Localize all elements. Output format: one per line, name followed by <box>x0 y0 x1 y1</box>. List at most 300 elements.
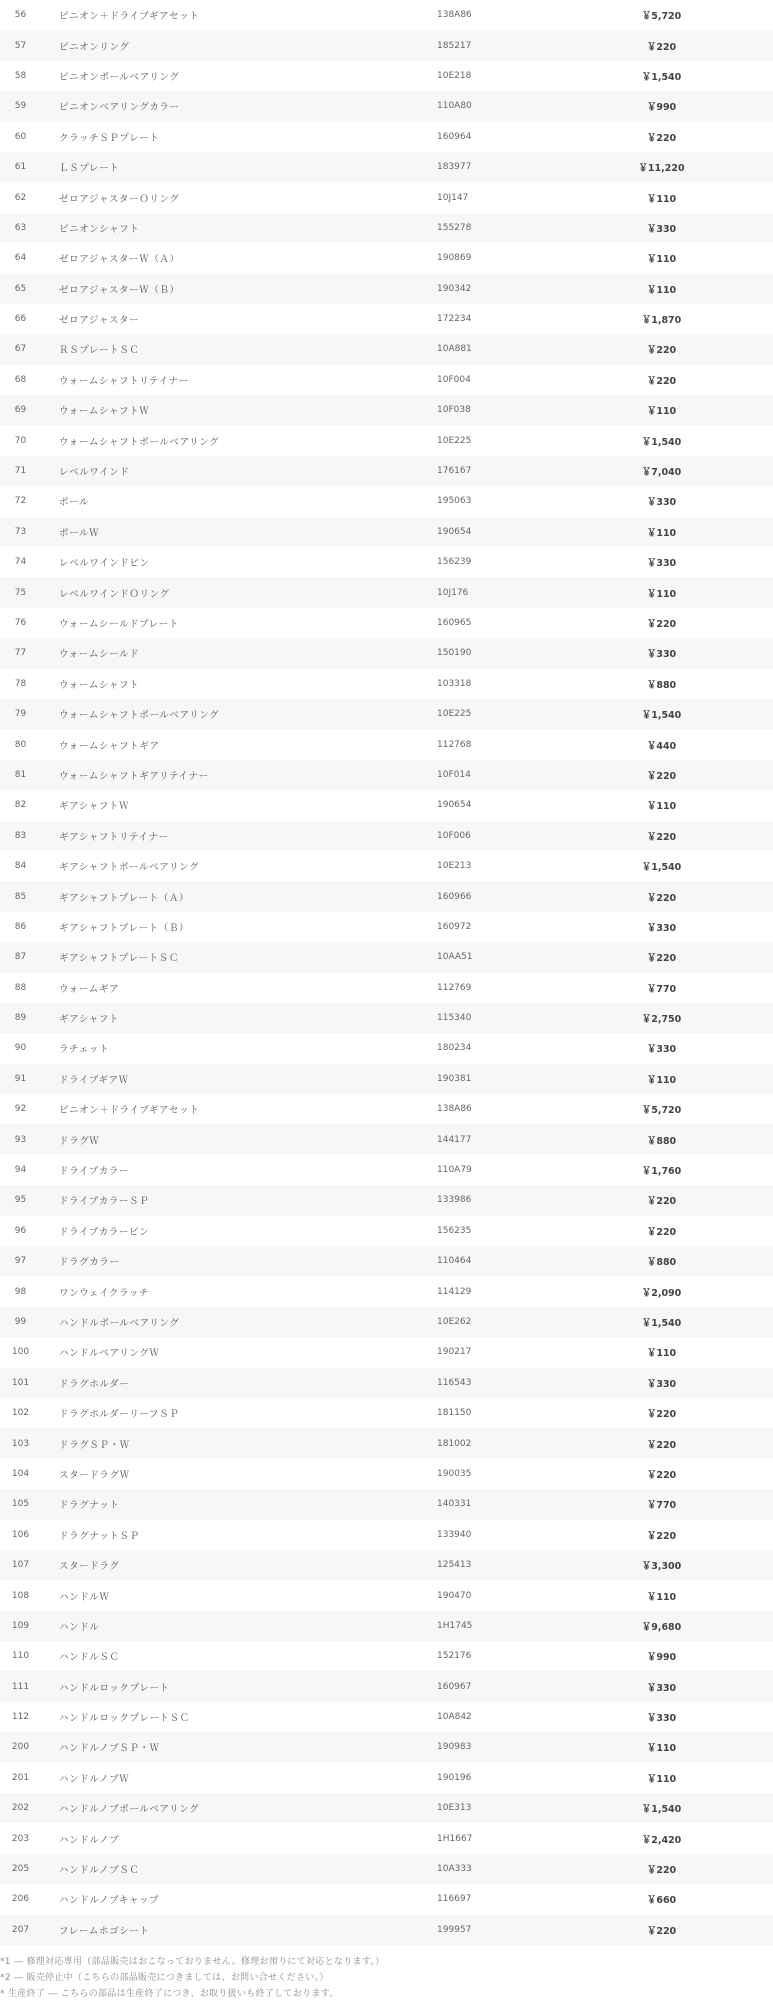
part-name: ドラグナット <box>59 1500 120 1512</box>
part-price: ￥220 <box>646 1865 677 1877</box>
part-code: 181002 <box>437 1438 472 1449</box>
part-code: 160965 <box>437 618 472 628</box>
table-row <box>0 760 773 790</box>
part-code: 110A79 <box>437 1165 472 1176</box>
part-number: 62 <box>14 192 27 203</box>
part-code: 10E262 <box>437 1316 472 1327</box>
table-row <box>0 912 773 942</box>
table-row <box>0 638 773 668</box>
part-code: 10A333 <box>437 1864 472 1875</box>
part-price: ￥990 <box>646 1652 677 1664</box>
part-number: 105 <box>11 1499 30 1510</box>
part-number: 78 <box>14 678 27 689</box>
part-price: ￥220 <box>646 770 677 782</box>
part-price: ￥880 <box>646 1257 677 1269</box>
part-price: ￥220 <box>646 1226 677 1238</box>
part-name: ウォームシャフト <box>59 679 140 691</box>
part-name: ハンドルノブボールベアリング <box>59 1804 200 1816</box>
table-row <box>0 456 773 486</box>
part-number: 72 <box>14 496 27 507</box>
table-row <box>0 122 773 152</box>
table-row <box>0 1216 773 1246</box>
part-code: 116543 <box>437 1377 472 1388</box>
part-code: 155278 <box>437 222 472 233</box>
part-code: 190217 <box>437 1347 472 1358</box>
part-number: 108 <box>11 1590 30 1601</box>
table-row <box>0 1307 773 1337</box>
table-row <box>0 0 773 30</box>
part-number: 102 <box>11 1408 30 1419</box>
part-name: レベルワインドＯリング <box>59 588 170 600</box>
part-price: ￥220 <box>646 1409 677 1421</box>
table-row <box>0 274 773 304</box>
part-name: ゼロアジャスターＷ（Ａ） <box>59 254 180 266</box>
part-code: 181150 <box>437 1408 472 1419</box>
part-code: 10E213 <box>437 861 472 872</box>
part-number: 100 <box>11 1347 30 1358</box>
part-code: 10E225 <box>437 709 472 720</box>
footnote-repair-only: *1 ― 修理対応専用（部品販売はおこなっておりません。修理お預りにて対応となります。） <box>0 1957 385 1967</box>
table-row <box>0 1550 773 1580</box>
part-code: 183977 <box>437 162 472 173</box>
part-price: ￥11,220 <box>638 163 685 175</box>
part-code: 10E225 <box>437 435 472 446</box>
part-code: 160964 <box>437 131 472 142</box>
part-number: 95 <box>14 1195 27 1206</box>
part-name: ピニオン＋ドライブギアセット <box>59 1105 200 1117</box>
part-number: 109 <box>11 1620 30 1631</box>
part-name: ピニオン＋ドライブギアセット <box>59 11 200 23</box>
part-code: 176167 <box>437 466 472 477</box>
part-number: 59 <box>14 101 27 112</box>
table-row <box>0 1823 773 1853</box>
part-price: ￥5,720 <box>641 1105 682 1117</box>
part-code: 1H1667 <box>437 1833 473 1844</box>
part-number: 63 <box>14 222 27 233</box>
part-number: 89 <box>14 1013 27 1024</box>
table-row <box>0 1641 773 1671</box>
part-number: 69 <box>14 405 27 416</box>
part-code: 1H1745 <box>437 1620 473 1631</box>
part-number: 203 <box>11 1833 30 1844</box>
part-number: 85 <box>14 891 27 902</box>
part-price: ￥880 <box>646 1135 677 1147</box>
table-row <box>0 182 773 212</box>
part-code: 10F014 <box>437 769 471 780</box>
table-row <box>0 425 773 455</box>
part-number: 83 <box>14 830 27 841</box>
part-name: ピニオンシャフト <box>59 223 140 235</box>
part-code: 190654 <box>437 526 472 537</box>
table-row <box>0 1276 773 1306</box>
part-number: 94 <box>14 1165 27 1176</box>
part-code: 185217 <box>437 40 472 51</box>
part-name: ウォームシールドプレート <box>59 619 179 630</box>
part-number: 206 <box>11 1894 30 1905</box>
part-name: ウォームシャフトリテイナー <box>59 375 189 387</box>
part-price: ￥220 <box>646 619 677 630</box>
part-number: 84 <box>14 861 27 872</box>
part-price: ￥110 <box>646 1348 677 1360</box>
part-number: 58 <box>14 70 27 81</box>
part-name: スタードラグ <box>59 1561 120 1573</box>
part-number: 99 <box>14 1316 27 1327</box>
table-row <box>0 243 773 273</box>
part-code: 133986 <box>437 1195 472 1206</box>
part-code: 10F006 <box>437 830 471 841</box>
part-code: 160966 <box>437 891 472 902</box>
part-price: ￥9,680 <box>641 1621 682 1633</box>
part-price: ￥770 <box>646 1500 677 1512</box>
part-price: ￥220 <box>646 1439 677 1451</box>
part-name: ドラグナットＳＰ <box>59 1530 140 1542</box>
part-code: 140331 <box>437 1499 472 1510</box>
part-code: 115340 <box>437 1013 472 1024</box>
part-name: ウォームシャフトボールベアリング <box>59 710 220 722</box>
table-row <box>0 1428 773 1458</box>
part-number: 97 <box>14 1256 27 1267</box>
part-number: 92 <box>14 1104 27 1115</box>
part-price: ￥1,540 <box>641 1317 682 1329</box>
part-price: ￥330 <box>646 1378 677 1390</box>
part-code: 150190 <box>437 648 472 659</box>
part-name: ギアシャフトプレート（Ｂ） <box>59 922 190 934</box>
part-price: ￥3,300 <box>641 1561 682 1573</box>
part-number: 104 <box>11 1468 30 1479</box>
part-price: ￥220 <box>646 831 677 843</box>
part-price: ￥220 <box>646 1530 677 1542</box>
table-row <box>0 577 773 607</box>
part-price: ￥770 <box>646 983 677 995</box>
part-price: ￥110 <box>646 1743 677 1755</box>
part-number: 73 <box>14 526 27 537</box>
part-number: 82 <box>14 800 27 811</box>
table-row <box>0 30 773 60</box>
part-number: 107 <box>11 1560 30 1571</box>
part-code: 190983 <box>437 1742 472 1753</box>
table-row <box>0 1124 773 1154</box>
part-number: 87 <box>14 952 27 963</box>
part-price: ￥110 <box>646 588 677 600</box>
table-row <box>0 1763 773 1793</box>
part-number: 201 <box>11 1772 30 1783</box>
part-number: 60 <box>14 131 27 142</box>
table-row <box>0 942 773 972</box>
part-code: 152176 <box>437 1651 472 1662</box>
table-row <box>0 213 773 243</box>
part-name: ドライブギアＷ <box>59 1074 129 1086</box>
part-code: 10J176 <box>437 587 469 598</box>
part-name: ピニオンボールベアリング <box>59 71 180 83</box>
table-row <box>0 61 773 91</box>
part-name: ハンドルノブＷ <box>59 1773 130 1785</box>
part-price: ￥220 <box>646 1469 677 1481</box>
part-number: 110 <box>11 1651 30 1662</box>
part-number: 81 <box>14 769 27 780</box>
table-row <box>0 608 773 638</box>
table-row <box>0 91 773 121</box>
table-row <box>0 973 773 1003</box>
table-row <box>0 1611 773 1641</box>
part-name: ウォームシャフトギア <box>59 740 160 752</box>
part-name: レベルワインド <box>59 467 130 479</box>
part-code: 160972 <box>437 921 472 932</box>
part-number: 93 <box>14 1134 27 1145</box>
part-number: 202 <box>11 1803 30 1814</box>
table-row <box>0 517 773 547</box>
table-row <box>0 790 773 820</box>
part-number: 70 <box>14 435 27 446</box>
part-number: 67 <box>14 344 27 355</box>
part-price: ￥220 <box>646 345 677 357</box>
part-name: ハンドルロックプレートＳＣ <box>59 1713 190 1725</box>
part-name: ポールＷ <box>59 527 100 539</box>
table-row <box>0 486 773 516</box>
table-row <box>0 1915 773 1945</box>
part-code: 172234 <box>437 314 472 325</box>
part-name: ウォームシャフトＷ <box>59 406 150 418</box>
part-code: 112768 <box>437 739 472 750</box>
part-name: ハンドル <box>59 1621 100 1633</box>
part-number: 65 <box>14 283 27 294</box>
part-price: ￥110 <box>646 254 677 266</box>
part-number: 200 <box>11 1742 30 1753</box>
part-name: ドライブカラーＳＰ <box>59 1196 150 1208</box>
part-name: ウォームシャフトギアリテイナー <box>59 770 209 782</box>
part-price: ￥330 <box>646 558 677 570</box>
part-name: ギアシャフト <box>59 1014 120 1026</box>
part-price: ￥220 <box>646 953 677 965</box>
part-price: ￥330 <box>646 1713 677 1725</box>
table-row <box>0 304 773 334</box>
part-price: ￥7,040 <box>641 467 682 479</box>
table-row <box>0 1732 773 1762</box>
part-number: 86 <box>14 921 27 932</box>
part-code: 10A881 <box>437 344 472 355</box>
part-number: 80 <box>14 739 27 750</box>
part-code: 180234 <box>437 1043 472 1054</box>
part-number: 96 <box>14 1225 27 1236</box>
part-number: 57 <box>14 40 27 51</box>
part-code: 190654 <box>437 800 472 811</box>
part-number: 56 <box>14 10 27 21</box>
part-name: スタードラグＷ <box>59 1469 130 1481</box>
part-name: ドラグホルダーリーフＳＰ <box>59 1409 180 1421</box>
table-row <box>0 1854 773 1884</box>
part-name: ハンドルロックプレート <box>59 1682 170 1694</box>
part-name: ドライブカラーピン <box>59 1226 150 1238</box>
part-number: 98 <box>14 1286 27 1297</box>
part-name: ハンドルＳＣ <box>59 1652 120 1664</box>
part-name: ハンドルノブＳＣ <box>59 1865 140 1877</box>
part-price: ￥110 <box>646 1591 677 1603</box>
table-row <box>0 1884 773 1914</box>
part-price: ￥110 <box>646 527 677 539</box>
part-number: 207 <box>11 1924 30 1935</box>
part-name: ワンウェイクラッチ <box>59 1287 150 1299</box>
part-number: 77 <box>14 648 27 659</box>
part-price: ￥1,540 <box>641 862 682 874</box>
part-price: ￥220 <box>646 892 677 904</box>
part-number: 205 <box>11 1864 30 1875</box>
part-code: 10F004 <box>437 374 471 385</box>
footnotes <box>0 1954 773 2002</box>
table-row <box>0 1671 773 1701</box>
part-code: 138A86 <box>437 1104 472 1115</box>
part-price: ￥660 <box>646 1895 677 1907</box>
part-price: ￥330 <box>646 223 677 235</box>
table-row <box>0 729 773 759</box>
part-number: 64 <box>14 253 27 264</box>
part-code: 190381 <box>437 1073 472 1084</box>
table-row <box>0 699 773 729</box>
table-row <box>0 1702 773 1732</box>
part-price: ￥1,540 <box>641 710 682 722</box>
part-number: 75 <box>14 587 27 598</box>
part-name: ポール <box>59 497 90 509</box>
table-row <box>0 395 773 425</box>
table-row <box>0 851 773 881</box>
table-row <box>0 1003 773 1033</box>
part-number: 74 <box>14 557 27 568</box>
table-row <box>0 821 773 851</box>
part-name: ギアシャフトリテイナー <box>59 831 169 843</box>
part-code: 190342 <box>437 283 472 294</box>
part-name: ドラグＳＰ・Ｗ <box>59 1439 130 1451</box>
part-code: 190196 <box>437 1772 472 1783</box>
table-row <box>0 1246 773 1276</box>
part-price: ￥110 <box>646 801 677 813</box>
part-name: ドライブカラー <box>59 1166 130 1178</box>
part-code: 10A842 <box>437 1712 472 1723</box>
part-name: ゼロアジャスター <box>59 315 140 327</box>
part-price: ￥1,540 <box>641 71 682 83</box>
table-row <box>0 669 773 699</box>
part-code: 110A80 <box>437 101 472 112</box>
part-price: ￥110 <box>646 1773 677 1785</box>
part-code: 190470 <box>437 1590 472 1601</box>
table-row <box>0 1368 773 1398</box>
table-row <box>0 1094 773 1124</box>
part-code: 110464 <box>437 1256 472 1267</box>
part-name: クラッチＳＰプレート <box>59 132 160 144</box>
part-price: ￥990 <box>646 102 677 114</box>
part-name: ギアシャフトプレートＳＣ <box>59 953 179 965</box>
part-name: ハンドルベアリングＷ <box>59 1348 160 1360</box>
part-name: ドラグカラー <box>59 1257 120 1269</box>
part-number: 111 <box>11 1681 30 1692</box>
part-price: ￥5,720 <box>641 11 682 23</box>
table-row <box>0 1155 773 1185</box>
part-price: ￥220 <box>646 41 677 53</box>
table-row <box>0 152 773 182</box>
part-name: ハンドルノブキャップ <box>59 1895 160 1907</box>
part-code: 10E218 <box>437 70 472 81</box>
part-name: ピニオンベアリングカラー <box>59 102 180 114</box>
part-code: 10AA51 <box>437 952 473 963</box>
part-code: 133940 <box>437 1529 472 1540</box>
part-price: ￥1,540 <box>641 1804 682 1816</box>
part-name: ラチェット <box>59 1044 110 1056</box>
table-row <box>0 881 773 911</box>
part-number: 112 <box>11 1712 30 1723</box>
footnote-discontinued: * 生産終了 ― こちらの部品は生産終了につき、お取り扱いも終了しております。 <box>0 1989 339 1999</box>
part-name: ハンドルノブ <box>59 1834 120 1846</box>
table-row <box>0 1489 773 1519</box>
part-price: ￥110 <box>646 1074 677 1086</box>
part-price: ￥1,540 <box>641 436 682 448</box>
part-name: ドラグホルダー <box>59 1378 130 1390</box>
table-row <box>0 1398 773 1428</box>
part-price: ￥330 <box>646 1682 677 1694</box>
part-number: 66 <box>14 314 27 325</box>
part-name: ゼロアジャスターＷ（Ｂ） <box>59 284 180 296</box>
part-code: 125413 <box>437 1560 472 1571</box>
part-code: 190869 <box>437 253 472 264</box>
part-price: ￥1,760 <box>641 1166 682 1178</box>
table-row <box>0 365 773 395</box>
part-name: ハンドルノブＳＰ・Ｗ <box>59 1743 160 1755</box>
part-number: 90 <box>14 1043 27 1054</box>
part-price: ￥220 <box>646 1925 677 1937</box>
part-name: ピニオンリング <box>59 41 130 53</box>
table-row <box>0 1793 773 1823</box>
part-name: ハンドルボールベアリング <box>59 1317 180 1329</box>
part-name: ＬＳプレート <box>59 163 120 175</box>
part-name: ドラグＷ <box>59 1135 100 1147</box>
part-number: 61 <box>14 162 27 173</box>
part-name: ウォームシャフトボールベアリング <box>59 436 220 448</box>
part-name: ゼロアジャスターＯリング <box>59 193 180 205</box>
part-name: ＲＳプレートＳＣ <box>59 345 140 357</box>
part-name: ギアシャフトボールベアリング <box>59 862 200 874</box>
part-name: ウォームギア <box>59 983 120 995</box>
part-name: ウォームシールド <box>59 649 140 661</box>
part-price: ￥330 <box>646 497 677 509</box>
part-price: ￥220 <box>646 132 677 144</box>
table-row <box>0 1033 773 1063</box>
part-price: ￥220 <box>646 1196 677 1208</box>
part-code: 190035 <box>437 1468 472 1479</box>
part-price: ￥110 <box>646 406 677 418</box>
part-code: 114129 <box>437 1286 472 1297</box>
table-row <box>0 334 773 364</box>
part-code: 156239 <box>437 557 472 568</box>
part-code: 116697 <box>437 1894 472 1905</box>
part-price: ￥1,870 <box>641 315 682 327</box>
part-name: フレームホゴシート <box>59 1925 150 1937</box>
part-price: ￥440 <box>646 740 677 752</box>
part-price: ￥330 <box>646 922 677 934</box>
part-number: 79 <box>14 709 27 720</box>
part-code: 144177 <box>437 1134 472 1145</box>
part-number: 91 <box>14 1073 27 1084</box>
part-number: 88 <box>14 982 27 993</box>
part-code: 10E313 <box>437 1803 472 1814</box>
part-price: ￥880 <box>646 679 677 691</box>
part-number: 106 <box>11 1529 30 1540</box>
part-code: 10J147 <box>437 192 469 203</box>
part-price: ￥2,090 <box>641 1287 682 1299</box>
part-name: ギアシャフトプレート（Ａ） <box>59 892 190 904</box>
table-row <box>0 547 773 577</box>
part-code: 199957 <box>437 1924 472 1935</box>
table-row <box>0 1185 773 1215</box>
part-number: 103 <box>11 1438 30 1449</box>
table-row <box>0 1337 773 1367</box>
part-number: 101 <box>11 1377 30 1388</box>
part-code: 156235 <box>437 1225 472 1236</box>
